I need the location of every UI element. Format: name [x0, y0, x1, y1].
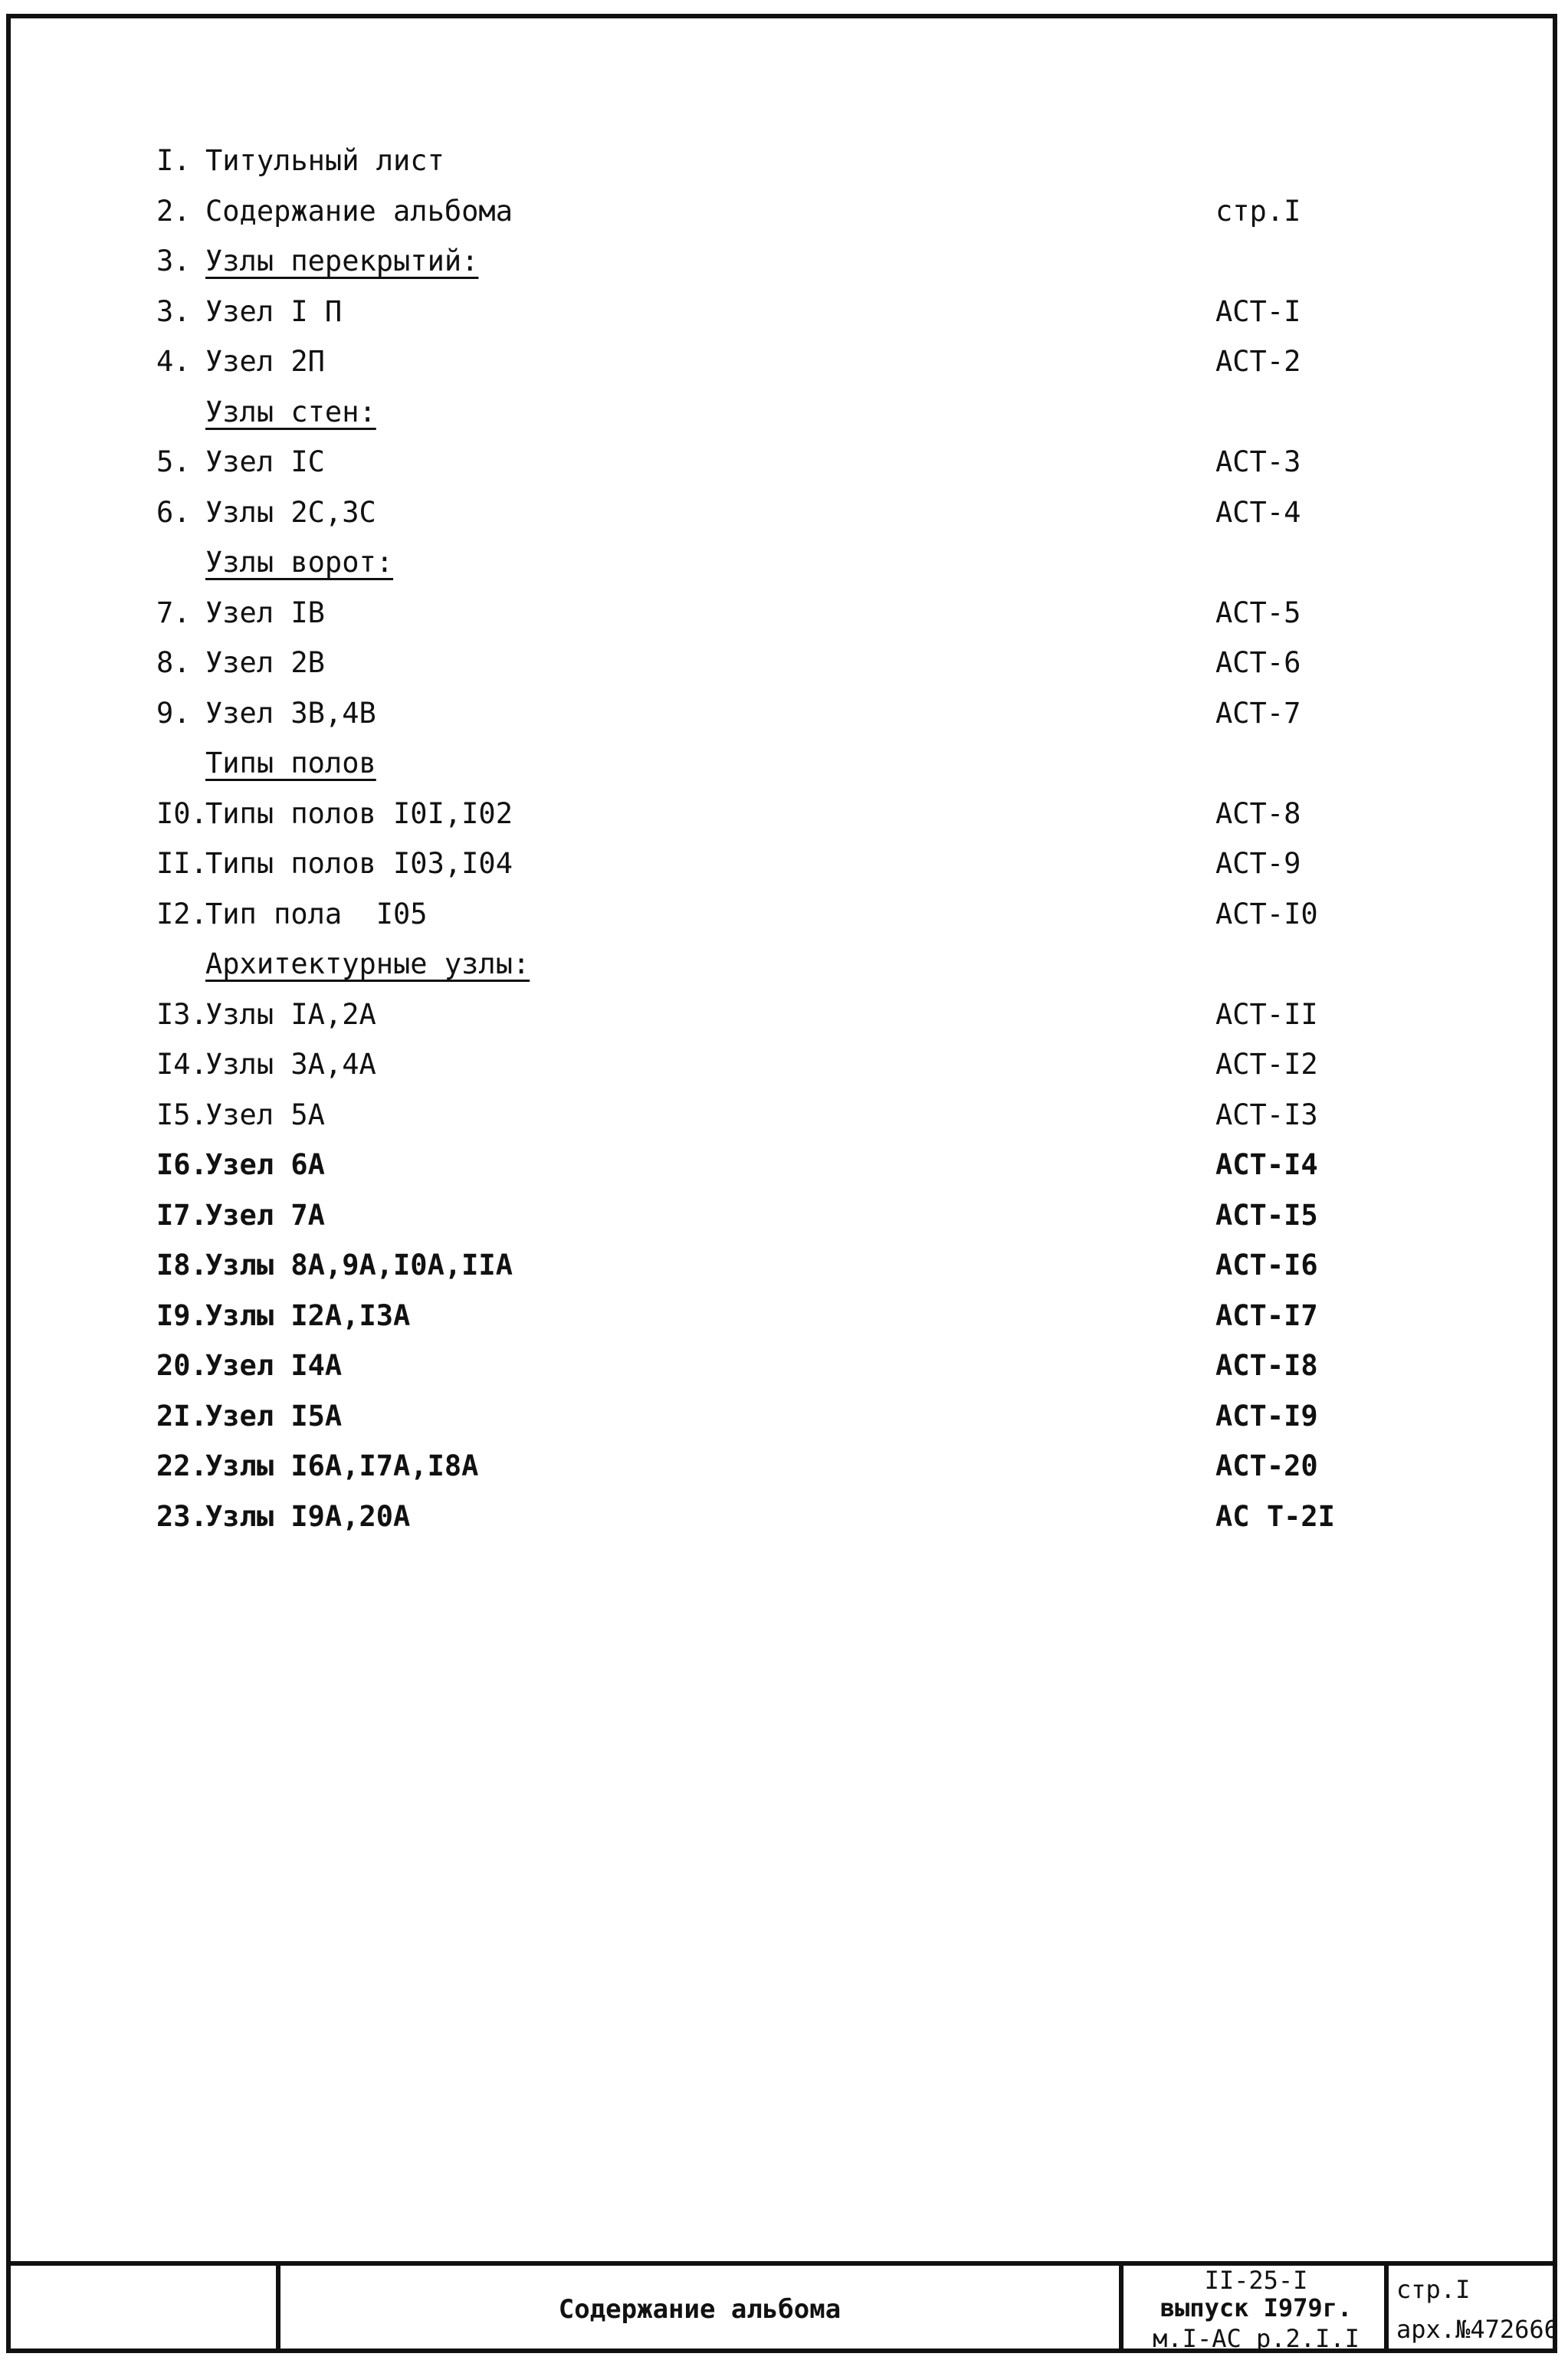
toc-row: [0, 540, 1568, 586]
toc-page-ref: АСТ-4: [1215, 495, 1301, 529]
toc-page-ref: АСТ-I0: [1215, 897, 1318, 931]
toc-title: Узел 3В,4В: [205, 696, 376, 730]
toc-row: [0, 339, 1568, 385]
toc-number: 23.: [156, 1499, 208, 1533]
toc-page-ref: АСТ-I6: [1215, 1249, 1318, 1282]
toc-row: [0, 138, 1568, 184]
title-block-name: Содержание альбома: [280, 2266, 1124, 2353]
toc-page-ref: АСТ-6: [1215, 646, 1301, 679]
toc-number: 2.: [156, 194, 191, 228]
toc-section-heading: Узлы перекрытий:: [205, 245, 479, 277]
title-block: [6, 2261, 1557, 2353]
toc-title: Узел I4А: [205, 1349, 343, 1382]
toc-page-ref: АСТ-I4: [1215, 1148, 1318, 1181]
toc-row: [0, 1142, 1568, 1188]
toc-number: I4.: [156, 1048, 208, 1081]
toc-title: Узлы I6А,I7А,I8А: [205, 1449, 479, 1482]
toc-page-ref: АСТ-7: [1215, 696, 1301, 730]
toc-number: I3.: [156, 997, 208, 1031]
toc-title: Узел 5А: [205, 1098, 325, 1131]
toc-number: 9.: [156, 696, 191, 730]
toc-number: I0.: [156, 796, 208, 830]
toc-row: [0, 389, 1568, 435]
toc-row: [0, 1092, 1568, 1138]
toc-number: I.: [156, 144, 191, 177]
toc-row: [0, 1494, 1568, 1540]
toc-row: [0, 640, 1568, 686]
toc-number: 20.: [156, 1349, 208, 1382]
title-block-blank-cell: [6, 2266, 280, 2353]
toc-row: [0, 1343, 1568, 1389]
toc-row: [0, 439, 1568, 485]
toc-title: Тип пола I05: [205, 897, 428, 931]
issue-year: выпуск I979г.: [1160, 2293, 1353, 2322]
toc-number: I9.: [156, 1298, 208, 1332]
toc-number: 5.: [156, 445, 191, 478]
toc-number: I8.: [156, 1249, 208, 1282]
toc-row: [0, 791, 1568, 837]
series-code: II-25-I: [1204, 2266, 1308, 2295]
toc-row: [0, 691, 1568, 737]
toc-title: Узел 2В: [205, 646, 325, 679]
toc-page-ref: АСТ-3: [1215, 445, 1301, 478]
toc-number: 3.: [156, 294, 191, 328]
toc-section-heading: Архитектурные узлы:: [205, 947, 530, 980]
toc-row: [0, 941, 1568, 987]
toc-page-ref: АСТ-I2: [1215, 1048, 1318, 1081]
toc-title: Узлы 8А,9А,I0А,IIА: [205, 1249, 513, 1282]
toc-row: [0, 1293, 1568, 1339]
toc-row: [0, 189, 1568, 235]
archive-number: арх.№472666: [1396, 2315, 1559, 2344]
toc-section-heading: Типы полов: [205, 747, 376, 780]
toc-row: [0, 1443, 1568, 1489]
toc-page-ref: АСТ-8: [1215, 796, 1301, 830]
toc-section-heading: Узлы стен:: [205, 395, 376, 428]
toc-title: Узел 7А: [205, 1198, 325, 1232]
toc-page-ref: АСТ-I5: [1215, 1198, 1318, 1232]
toc-page-ref: АСТ-I: [1215, 294, 1301, 328]
toc-row: [0, 841, 1568, 887]
toc-number: I6.: [156, 1148, 208, 1181]
toc-row: [0, 1042, 1568, 1088]
toc-row: [0, 1393, 1568, 1439]
title-block-designation: [1124, 2266, 1389, 2353]
toc-number: 22.: [156, 1449, 208, 1482]
toc-number: 8.: [156, 646, 191, 679]
toc-title: Содержание альбома: [205, 194, 513, 228]
toc-page-ref: АСТ-I9: [1215, 1399, 1318, 1433]
toc-title: Узел IС: [205, 445, 325, 478]
toc-page-ref: стр.I: [1215, 194, 1301, 228]
toc-row: [0, 740, 1568, 786]
toc-title: Узлы 2С,3С: [205, 495, 376, 529]
toc-page-ref: АСТ-I8: [1215, 1349, 1318, 1382]
toc-page-ref: АСТ-II: [1215, 997, 1318, 1031]
toc-title: Типы полов I0I,I02: [205, 796, 513, 830]
toc-row: [0, 1242, 1568, 1288]
toc-title: Узлы IА,2А: [205, 997, 376, 1031]
toc-row: [0, 1193, 1568, 1239]
toc-title: Узлы 3А,4А: [205, 1048, 376, 1081]
toc-number: 4.: [156, 345, 191, 378]
toc-number: 2I.: [156, 1399, 208, 1433]
toc-number: I5.: [156, 1098, 208, 1131]
toc-row: [0, 992, 1568, 1038]
toc-title: Титульный лист: [205, 144, 444, 177]
toc-row: [0, 891, 1568, 937]
toc-row: [0, 289, 1568, 335]
toc-title: Узел IВ: [205, 596, 325, 629]
toc-page-ref: АСТ-I3: [1215, 1098, 1318, 1131]
toc-number: II.: [156, 847, 208, 880]
toc-page-ref: АСТ-I7: [1215, 1298, 1318, 1332]
toc-number: 3.: [156, 245, 191, 277]
toc-page-ref: АСТ-9: [1215, 847, 1301, 880]
toc-section-heading: Узлы ворот:: [205, 546, 394, 579]
toc-number: 7.: [156, 596, 191, 629]
toc-title: Узел 6А: [205, 1148, 325, 1181]
toc-page-ref: АСТ-20: [1215, 1449, 1318, 1482]
toc-number: I2.: [156, 897, 208, 931]
toc-number: I7.: [156, 1198, 208, 1232]
toc-title: Узлы I2А,I3А: [205, 1298, 411, 1332]
document-code: м.I-АС р.2.I.I: [1153, 2324, 1360, 2353]
toc-title: Типы полов I03,I04: [205, 847, 513, 880]
toc-page-ref: АСТ-5: [1215, 596, 1301, 629]
toc-title: Узел I П: [205, 294, 343, 328]
toc-row: [0, 238, 1568, 284]
toc-page-ref: АС Т-2I: [1215, 1499, 1335, 1533]
toc-title: Узлы I9А,20А: [205, 1499, 411, 1533]
toc-row: [0, 590, 1568, 636]
toc-page-ref: АСТ-2: [1215, 345, 1301, 378]
title-block-sheet: [1389, 2266, 1559, 2353]
toc-row: [0, 490, 1568, 536]
toc-number: 6.: [156, 495, 191, 529]
toc-title: Узел 2П: [205, 345, 325, 378]
toc-title: Узел I5А: [205, 1399, 343, 1433]
sheet-number: стр.I: [1396, 2275, 1471, 2304]
